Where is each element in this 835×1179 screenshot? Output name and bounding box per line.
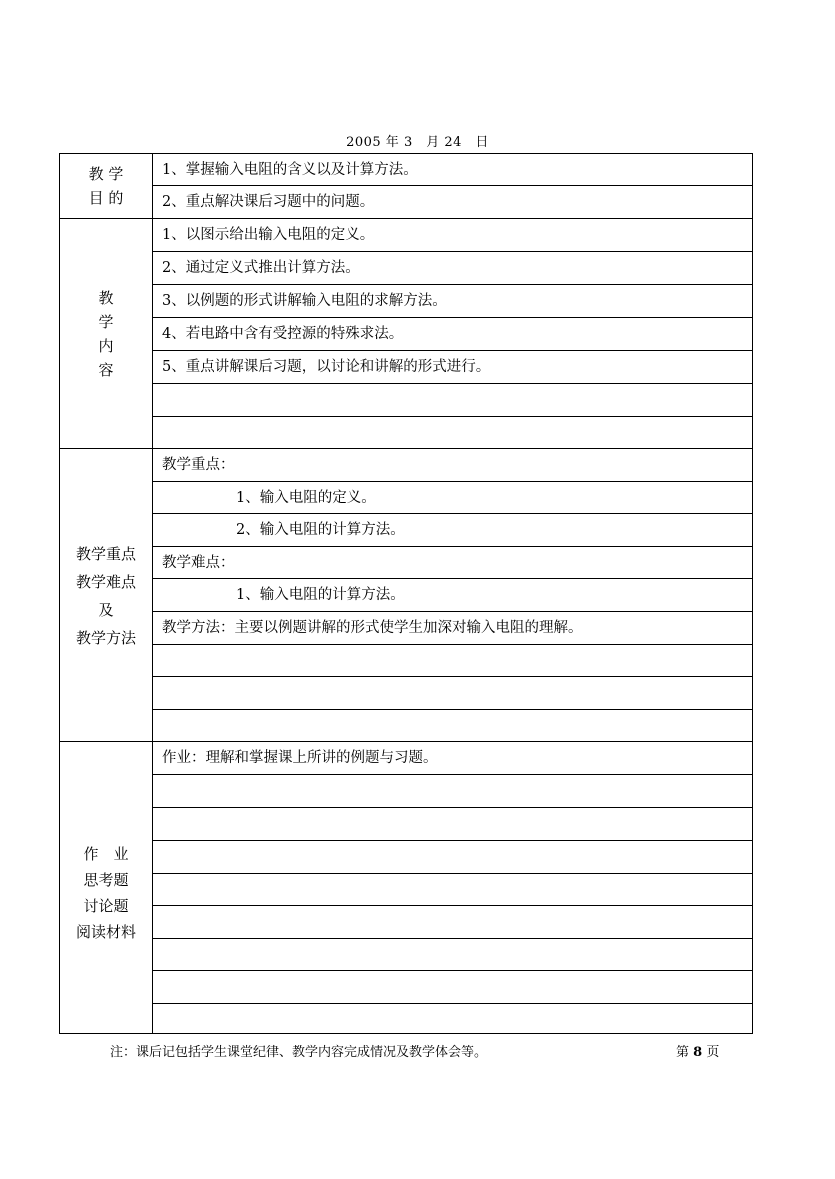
row-separator (152, 807, 752, 808)
content-row: 4、若电路中含有受控源的特殊求法。 (162, 326, 404, 342)
methods-row (162, 646, 744, 676)
row-separator (152, 317, 752, 318)
methods-row: 1、输入电阻的计算方法。 (236, 587, 405, 603)
content-row (162, 385, 744, 415)
row-separator (152, 905, 752, 906)
section-separator (60, 741, 752, 742)
row-separator (152, 840, 752, 841)
methods-row: 2、输入电阻的计算方法。 (236, 522, 405, 538)
content-row: 3、以例题的形式讲解输入电阻的求解方法。 (162, 293, 447, 309)
methods-row (162, 711, 744, 741)
methods-label (60, 540, 152, 652)
lesson-plan-table (59, 153, 753, 1034)
content-row (162, 418, 744, 448)
methods-label-line: 教学方法 (75, 629, 136, 647)
homework-label-line: 作 业 (83, 845, 129, 863)
objective-row: 1、掌握输入电阻的含义以及计算方法。 (162, 162, 418, 178)
row-separator (152, 644, 752, 645)
methods-row: 教学方法：主要以例题讲解的形式使学生加深对输入电阻的理解。 (162, 620, 583, 636)
objectives-label-line: 教 学 (88, 165, 124, 183)
homework-label (60, 841, 152, 945)
content-label-line: 内 (98, 337, 114, 355)
row-separator (152, 873, 752, 874)
methods-label-line: 教学重点 (75, 545, 136, 563)
section-separator (60, 448, 752, 449)
content-label (60, 286, 152, 382)
homework-row: 作业：理解和掌握课上所讲的例题与习题。 (162, 750, 438, 766)
page-number-value: 8 (693, 1045, 703, 1060)
methods-label-line: 及 (98, 601, 114, 619)
row-separator (152, 676, 752, 677)
methods-row: 教学重点： (162, 457, 235, 473)
homework-row (162, 972, 744, 1002)
homework-label-line: 思考题 (83, 871, 129, 889)
row-separator (152, 185, 752, 186)
page-prefix: 第 (676, 1045, 690, 1060)
content-label-line: 教 (98, 289, 114, 307)
row-separator (152, 251, 752, 252)
homework-row (162, 809, 744, 839)
objectives-label (60, 162, 152, 210)
homework-row (162, 842, 744, 872)
objective-row: 2、重点解决课后习题中的问题。 (162, 194, 375, 210)
row-separator (152, 970, 752, 971)
row-separator (152, 774, 752, 775)
row-separator (152, 1003, 752, 1004)
row-separator (152, 481, 752, 482)
homework-row (162, 776, 744, 806)
label-column-divider (152, 154, 153, 1033)
homework-row (162, 940, 744, 970)
methods-label-line: 教学难点 (75, 573, 136, 591)
homework-row (162, 1005, 744, 1035)
content-row: 5、重点讲解课后习题，以讨论和讲解的形式进行。 (162, 359, 491, 375)
row-separator (152, 938, 752, 939)
row-separator (152, 383, 752, 384)
row-separator (152, 709, 752, 710)
row-separator (152, 350, 752, 351)
row-separator (152, 578, 752, 579)
row-separator (152, 284, 752, 285)
footer-note: 注：课后记包括学生课堂纪律、教学内容完成情况及教学体会等。 (110, 1045, 488, 1060)
content-row: 2、通过定义式推出计算方法。 (162, 260, 360, 276)
content-label-line: 学 (98, 313, 114, 331)
page-suffix: 页 (706, 1045, 720, 1060)
homework-row (162, 907, 744, 937)
homework-label-line: 讨论题 (83, 897, 129, 915)
homework-label-line: 阅读材料 (75, 923, 136, 941)
methods-row (162, 678, 744, 708)
content-label-line: 容 (98, 361, 114, 379)
homework-row (162, 875, 744, 905)
row-separator (152, 416, 752, 417)
objectives-label-line: 目 的 (88, 189, 124, 207)
page-number (676, 1041, 719, 1060)
methods-row: 教学难点： (162, 555, 235, 571)
methods-row: 1、输入电阻的定义。 (236, 490, 376, 506)
row-separator (152, 546, 752, 547)
row-separator (152, 611, 752, 612)
section-separator (60, 218, 752, 219)
date-line: 2005 年 3 月 24 日 (346, 135, 489, 150)
row-separator (152, 513, 752, 514)
content-row: 1、以图示给出输入电阻的定义。 (162, 227, 375, 243)
